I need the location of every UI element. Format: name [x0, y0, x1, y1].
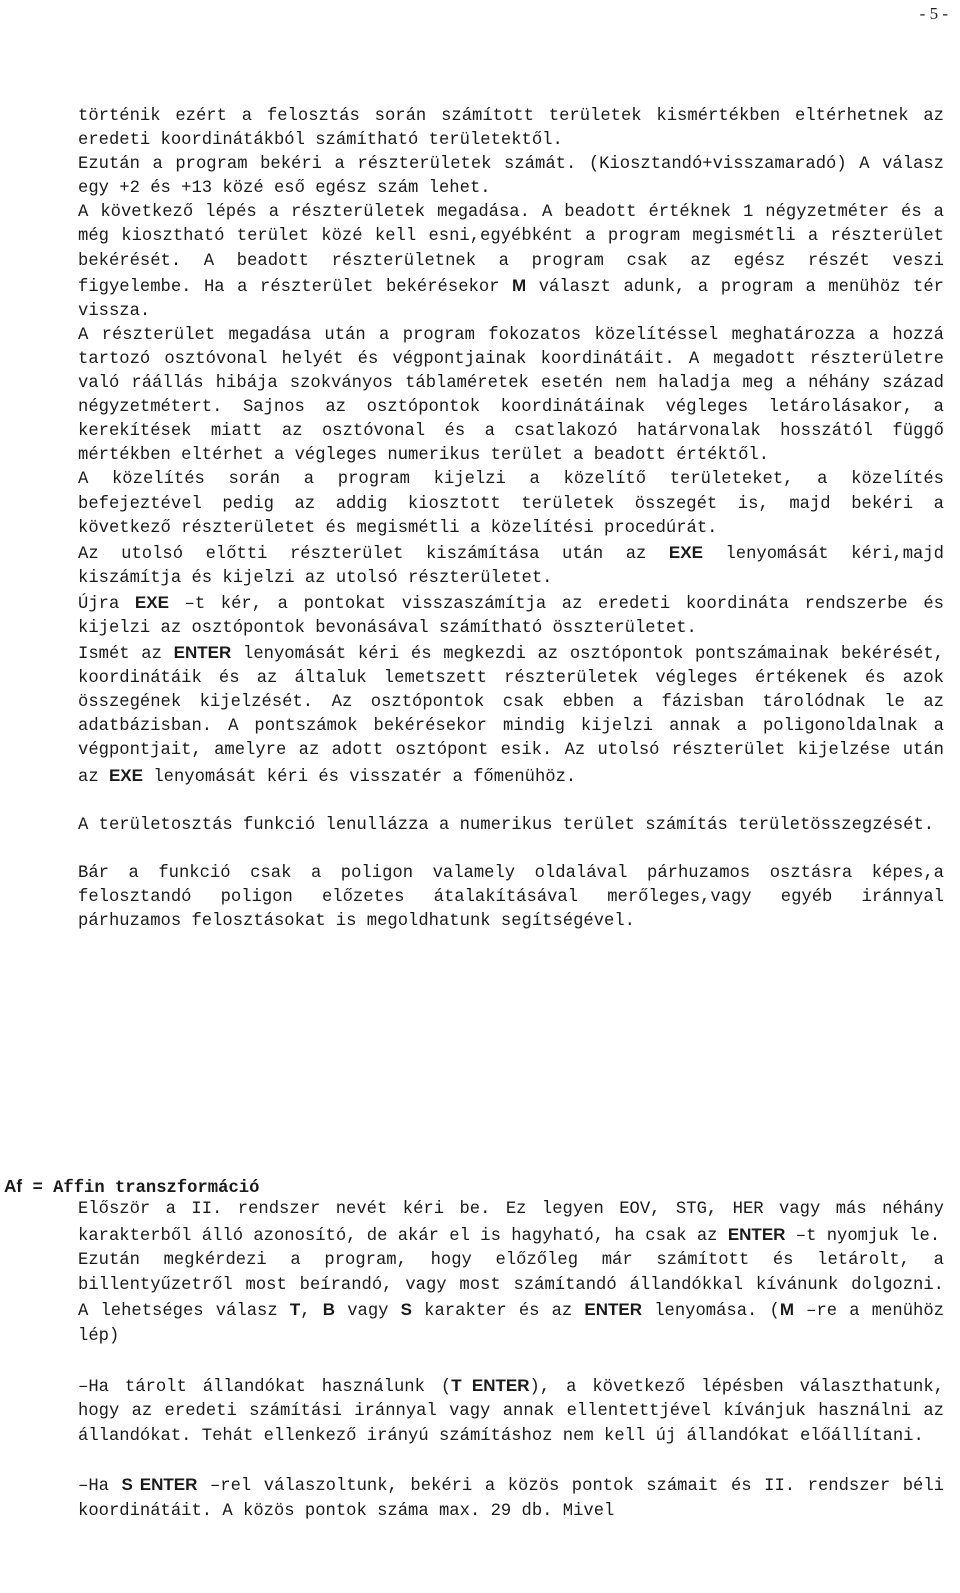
paragraph-text: vagy — [347, 1302, 389, 1322]
document-body — [78, 105, 944, 934]
paragraph-text: karakter és az — [424, 1302, 573, 1322]
paragraph-text: lenyomása. ( — [654, 1302, 780, 1322]
paragraph — [78, 541, 944, 591]
key-label: ENTER — [173, 643, 232, 663]
key-label: B — [322, 1300, 336, 1320]
key-label: T ENTER — [451, 1375, 530, 1395]
paragraph-text: –rel válaszoltunk, bekéri a közös pontok számait és II. rendszer béli koordinátáit. A közös pontok száma max. 29 db. Mivel — [78, 1477, 944, 1521]
key-label: EXE — [668, 542, 703, 562]
key-label: EXE — [108, 765, 143, 785]
paragraph-text: Ezután megkérdezi a program, hogy előzőleg már számított és letárolt, a billentyűzetről most beírandó, vagy most számítandó állandókkal kívánunk dolgozni. A lehetséges válasz — [78, 1251, 944, 1322]
paragraph-text: A következő lépés a részterületek megadása. A beadott értéknek 1 négyzetméter és a még kiosztható terület közé kell esni,egyébként a program megismétli a részterület bekérését. A beadott részterületnek a program csak az egész részét veszi figyelembe. Ha a részterület bekérésekor — [78, 203, 944, 297]
key-label: EXE — [134, 592, 169, 612]
paragraph: történik ezért a felosztás során számított területek kismértékben eltérhetnek az eredeti koordinátákból számítható területektől. — [78, 107, 944, 151]
section-title: = Affin transzformáció — [32, 1179, 260, 1198]
paragraph-text: –t nyomjuk le. — [795, 1226, 941, 1246]
paragraph-text: Újra — [78, 594, 120, 614]
paragraph — [78, 1374, 944, 1450]
page-number: - 5 - — [919, 4, 948, 23]
paragraph-text: ), a következő lépésben választhatunk, hogy az eredeti számítási iránnyal vagy annak ellentettjével kívánjuk használni az állandókat. Tehát ellenkező irányú számításhoz nem kell új állandókat előállítani. — [78, 1377, 944, 1446]
key-label: S — [400, 1300, 412, 1320]
paragraph: A területosztás funkció lenullázza a numerikus terület számítás területösszegzését. — [78, 815, 935, 835]
paragraph — [78, 591, 944, 641]
key-label: M — [512, 275, 527, 295]
key-label: T — [289, 1300, 301, 1320]
paragraph-text: –t kér, a pontokat visszaszámítja az eredeti koordináta rendszerbe és kijelzi az osztópontok bevonásával számítható összterületet. — [78, 594, 944, 638]
paragraph-text: Az utolsó előtti részterület kiszámítása után az — [78, 544, 647, 564]
paragraph: A közelítés során a program kijelzi a közelítő területeket, a közelítés befejeztével pedig az addig kiosztott területek összegét is, majd bekéri a következő részterületet és megismétli a közelítési procedúrát. — [78, 470, 944, 538]
paragraph — [78, 1198, 944, 1249]
paragraph: Ezután a program bekéri a részterületek számát. (Kiosztandó+visszamaradó) A válasz egy +2 és +13 közé eső egész szám lehet. — [78, 155, 944, 199]
section-body — [78, 1198, 944, 1525]
key-label: ENTER — [584, 1300, 643, 1320]
key-label: S ENTER — [121, 1475, 198, 1495]
paragraph-text: –Ha — [78, 1477, 109, 1497]
separator: , — [300, 1302, 311, 1322]
key-label: ENTER — [727, 1224, 786, 1244]
paragraph-text: –re a menühöz lép) — [78, 1302, 944, 1346]
section-abbr: Af — [4, 1176, 23, 1196]
paragraph-text: lenyomását kéri és megkezdi az osztópontok pontszámainak bekérését, koordinátáik és az általuk lemetszett részterületek végleges értékenek és azok összegének kijelzését. Az osztópontok csak ebben a fázisban tárolódnak le az adatbázisban. A pontszámok bekérésekor mindig kijelzi annak a poligonoldalnak a végpontjait, amelyre az adott osztópont esik. Az utolsó részterület kijelzése után az — [78, 645, 944, 787]
paragraph: A részterület megadása után a program fokozatos közelítéssel meghatározza a hozzá tartozó osztóvonal helyét és végpontjainak koordinátáit. A megadott részterületre való ráállás hibája szokványos táblaméretek esetén nem haladja meg a néhány század négyzetmétert. Sajnos az osztópontok koordinátáinak végleges letárolásakor, a kerekítések miatt az osztóvonal és a csatlakozó határvonalak hosszától függő mértékben eltérhet a végleges numerikus terület a beadott értéktől. — [78, 325, 944, 466]
paragraph-text: –Ha tárolt állandókat használunk ( — [78, 1377, 452, 1397]
paragraph-text: Először a II. rendszer nevét kéri be. Ez legyen EOV, STG, HER vagy más néhány karakterből álló azonosító, de akár el is hagyható, ha csak az — [78, 1200, 944, 1246]
paragraph-text: lenyomását kéri,majd kiszámítja és kijelzi az utolsó részterületet. — [78, 544, 944, 588]
paragraph-text: lenyomását kéri és visszatér a főmenühöz. — [153, 767, 577, 787]
paragraph-text: választ adunk, a program a menühöz tér vissza. — [78, 277, 944, 321]
paragraph — [78, 1473, 944, 1524]
paragraph: Bár a funkció csak a poligon valamely oldalával párhuzamos osztásra képes,a felosztandó poligon előzetes átalakításával merőleges,vagy egyéb iránnyal párhuzamos felosztásokat is megoldhatunk segítségével. — [78, 863, 944, 931]
paragraph-text: Ismét az — [78, 645, 162, 665]
paragraph — [78, 201, 944, 323]
paragraph — [78, 641, 944, 790]
paragraph — [78, 1249, 944, 1349]
key-label: M — [779, 1300, 794, 1320]
